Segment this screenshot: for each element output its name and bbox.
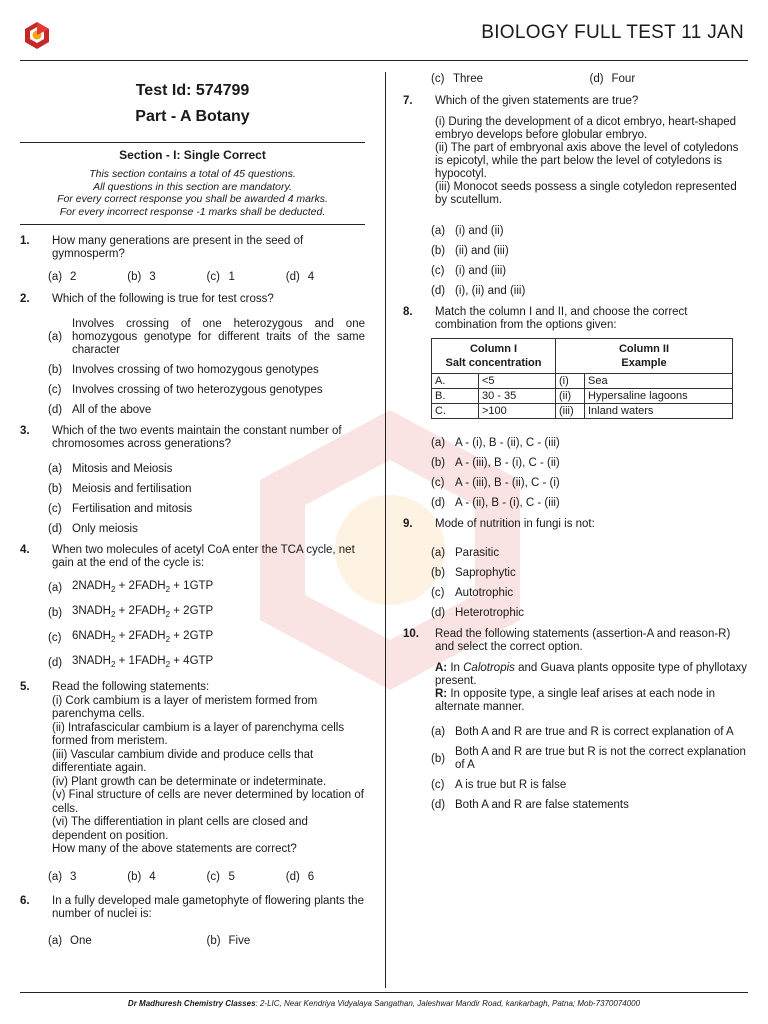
option-text: Four (611, 73, 636, 85)
option-label: (a) (48, 271, 63, 283)
option-text: 4 (307, 271, 315, 283)
option-text: (ii) and (iii) (455, 245, 509, 257)
option-c[interactable] (207, 871, 286, 883)
option-label: (d) (431, 799, 446, 811)
option-label: (d) (431, 607, 446, 619)
question-4 (20, 544, 365, 570)
question-text: In a fully developed male gametophyte of flowering plants the number of nuclei is: (52, 894, 364, 920)
option-label: (d) (48, 404, 63, 416)
option-c[interactable] (431, 587, 748, 600)
option-c[interactable] (431, 779, 748, 792)
option-d[interactable] (431, 607, 748, 620)
option-label: (a) (48, 331, 63, 343)
option-d[interactable] (286, 271, 365, 283)
option-text: Five (228, 934, 251, 947)
table-header-row (432, 339, 733, 374)
column-1-header: Column I Salt concentration (432, 339, 556, 374)
option-b[interactable] (127, 871, 206, 883)
question-text: Which of the two events maintain the constant number of chromosomes across generations? (52, 425, 342, 450)
footer-address: : 2-LIC, Near Kendriya Vidyalaya Sangathan, Jaleshwar Mandir Road, kankarbagh, Patna; Mob-7370074000 (255, 999, 641, 1008)
option-text: (i) and (ii) (455, 225, 504, 237)
option-text: 6 (307, 870, 315, 883)
option-label: (b) (431, 567, 446, 579)
question-text: How many generations are present in the seed of gymnosperm? (52, 235, 304, 260)
option-d[interactable] (431, 285, 748, 298)
test-title: BIOLOGY FULL TEST 11 JAN (481, 22, 744, 43)
institute-logo-icon (22, 20, 52, 50)
option-label: (b) (206, 934, 221, 947)
option-text: 4 (149, 870, 156, 883)
option-text: Fertilisation and mitosis (72, 503, 193, 515)
footer-brand: Dr Madhuresh Chemistry Classes (127, 999, 256, 1008)
left-column (20, 70, 365, 947)
table-row: C. >100 (iii) Inland waters (432, 404, 733, 419)
option-text: Involves crossing of two heterozygous genotypes (72, 384, 323, 396)
option-text: Autotrophic (455, 587, 514, 599)
options-row (48, 271, 365, 283)
option-text: Three (453, 73, 484, 85)
assertion: A: In Calotropis and Guava plants opposite type of phyllotaxy present. (435, 662, 747, 687)
option-label: (d) (285, 870, 300, 883)
option-label: (c) (206, 870, 220, 883)
option-c[interactable] (431, 73, 590, 85)
option-text: 1 (228, 271, 235, 283)
section-instruction: All questions in this section are mandatory. (93, 180, 292, 193)
option-a[interactable] (431, 225, 748, 238)
section-instruction: This section contains a total of 45 questions. (89, 168, 296, 180)
section-box (20, 142, 365, 225)
option-a[interactable] (431, 547, 748, 560)
table-row: A. <5 (i) Sea (432, 374, 733, 389)
option-text: A - (i), B - (ii), C - (iii) (455, 437, 560, 449)
option-label: (a) (48, 934, 63, 947)
option-c[interactable] (431, 265, 748, 278)
option-d[interactable] (431, 799, 748, 812)
question-text: Match the column I and II, and choose the correct combination from the options given: (435, 306, 688, 331)
option-text: $6NADH_2$ + $2FADH_2 + 2GTP$ (72, 630, 214, 644)
question-3 (20, 425, 365, 451)
question-number: 3. (20, 425, 30, 437)
option-label: (b) (431, 752, 446, 765)
option-label: (b) (431, 457, 446, 469)
option-label: (c) (431, 265, 445, 277)
question-2 (20, 293, 365, 306)
option-a[interactable] (48, 935, 207, 947)
option-text: A - (iii), B - (ii), C - (i) (455, 477, 560, 489)
option-label: (c) (431, 587, 445, 599)
option-b[interactable] (127, 271, 206, 283)
option-text: 5 (228, 870, 235, 883)
question-number: 8. (403, 306, 413, 318)
option-text: Only meiosis (72, 523, 138, 535)
question-text: Read the following statements (assertion-A and reason-R) and select the correct option. A: In Calotropis and Guava plants opposite type of phyllotaxy present. R: In opposite type, a single leaf arises at each node in alternate manner. (435, 628, 747, 713)
option-b[interactable] (48, 483, 365, 496)
header-divider (20, 60, 748, 61)
option-label: (c) (431, 779, 445, 791)
question-text: Read the following statements: (i) Cork cambium is a layer of meristem formed from parenchyma cells. (ii) Intrafascicular cambium is a layer of parenchyma cells formed from meristem. (iii) Vascular cambium divide and produce cells that differentiate again. (iv) Plant growth can be determinate or indeterminate. (v) Final structure of cells are never determined by location of cells. (vi) The differentiation in plant cells are closed and dependent on position. How many of the above statements are correct? (52, 681, 364, 855)
option-label: (a) (48, 870, 63, 883)
option-d[interactable] (48, 404, 365, 417)
question-number: 4. (20, 544, 30, 556)
section-instruction: For every incorrect response -1 marks shall be deducted. (59, 205, 326, 218)
question-text: Which of the given statements are true? (i) During the development of a dicot embryo, heart-shaped embryo develops before globular embryo. (ii) The part of embryonal axis above the level of cotyledons is epicotyl, while the part below the level of cotyledons is hypocotyl. (iii) Monocot seeds possess a single cotyledon represented by scutellum. (435, 95, 739, 206)
option-label: (a) (48, 581, 63, 594)
question-9 (403, 518, 748, 531)
question-7 (403, 95, 748, 207)
option-text: $2NADH_2$ + $2FADH_2 + 1GTP$ (72, 580, 214, 594)
option-label: (a) (431, 225, 446, 237)
question-text: When two molecules of acetyl CoA enter the TCA cycle, net gain at the end of the cycle is: (52, 544, 355, 569)
option-d[interactable] (286, 871, 365, 883)
option-b[interactable] (431, 746, 748, 772)
option-b[interactable] (431, 245, 748, 258)
option-c[interactable] (48, 503, 365, 516)
question-number: 2. (20, 293, 30, 305)
option-text: Parasitic (455, 547, 500, 559)
option-label: (c) (431, 477, 445, 489)
option-text: Involves crossing of two homozygous genotypes (72, 364, 319, 376)
option-label: (d) (48, 523, 63, 535)
option-a[interactable] (48, 318, 365, 357)
option-text: 2 (70, 271, 77, 283)
question-text: Which of the following is true for test cross? (52, 293, 274, 305)
footer-divider (20, 992, 748, 993)
option-text: (i) and (iii) (455, 265, 507, 277)
option-text: Heterotrophic (455, 607, 525, 619)
option-text: Saprophytic (455, 567, 516, 579)
option-label: (a) (431, 437, 446, 449)
option-b[interactable] (207, 935, 366, 947)
option-text: Both A and R are true and R is correct explanation of A (455, 726, 734, 738)
question-number: 7. (403, 95, 413, 107)
question-text: Mode of nutrition in fungi is not: (435, 518, 595, 530)
options-row (48, 871, 365, 883)
question-number: 6. (20, 894, 30, 907)
option-b[interactable] (48, 605, 365, 621)
option-label: (c) (48, 631, 62, 644)
option-b[interactable] (431, 567, 748, 580)
question-number: 9. (403, 518, 413, 530)
option-text: Involves crossing of one heterozygous and one homozygous genotype for different traits of the same character (72, 318, 365, 356)
option-text: $3NADH_2$ + $1FADH_2 + 4GTP$ (72, 655, 214, 669)
question-number: 1. (20, 235, 30, 247)
option-c[interactable] (431, 477, 748, 490)
question-number: 5. (20, 681, 30, 693)
option-label: (b) (127, 870, 142, 883)
option-d[interactable] (590, 73, 749, 85)
options-row (48, 935, 365, 947)
option-text: (i), (ii) and (iii) (455, 285, 526, 297)
reason: R: In opposite type, a single leaf arises at each node in alternate manner. (435, 688, 716, 713)
section-instruction: For every correct response you shall be awarded 4 marks. (57, 193, 328, 205)
option-d[interactable] (48, 655, 365, 671)
right-column (403, 70, 748, 812)
option-label: (b) (127, 271, 142, 283)
option-label: (d) (48, 656, 63, 669)
option-label: (a) (431, 726, 446, 738)
option-label: (b) (48, 364, 63, 376)
option-label: (d) (589, 73, 604, 85)
option-c[interactable] (207, 271, 286, 283)
page-footer (0, 999, 768, 1008)
option-label: (d) (285, 271, 300, 283)
option-text: Both A and R are true but R is not the correct explanation of A (455, 746, 746, 771)
question-1 (20, 235, 365, 261)
option-a[interactable] (431, 726, 748, 739)
option-text: $3NADH_2$ + $2FADH_2 + 2GTP$ (72, 605, 214, 619)
option-label: (b) (48, 606, 63, 619)
page-header (0, 0, 768, 62)
option-label: (c) (48, 503, 62, 515)
option-text: 3 (70, 870, 77, 883)
option-text: One (70, 934, 92, 947)
option-label: (a) (48, 463, 63, 475)
option-label: (c) (431, 73, 445, 85)
match-table (431, 338, 733, 419)
option-text: 3 (149, 271, 156, 283)
option-label: (b) (48, 483, 63, 495)
option-a[interactable] (431, 437, 748, 450)
option-c[interactable] (48, 384, 365, 397)
option-label: (d) (431, 285, 446, 297)
option-text: Both A and R are false statements (455, 799, 629, 811)
column-divider (385, 72, 386, 988)
option-a[interactable] (48, 271, 127, 283)
option-label: (b) (431, 245, 446, 257)
option-label: (d) (431, 497, 446, 509)
option-a[interactable] (48, 871, 127, 883)
option-b[interactable] (48, 364, 365, 377)
question-number: 10. (403, 628, 419, 640)
part-title: Part - A Botany (135, 108, 250, 125)
option-b[interactable] (431, 457, 748, 470)
option-text: All of the above (72, 404, 152, 416)
option-label: (c) (206, 271, 220, 283)
option-text: Mitosis and Meiosis (72, 463, 173, 475)
option-label: (a) (431, 547, 446, 559)
question-5 (20, 681, 365, 857)
question-8 (403, 306, 748, 332)
column-2-header: Column II Example (556, 339, 733, 374)
table-row: B. 30 - 35 (ii) Hypersaline lagoons (432, 389, 733, 404)
option-text: A - (ii), B - (i), C - (iii) (455, 497, 560, 509)
question-6 (20, 895, 365, 921)
option-a[interactable] (48, 580, 365, 596)
option-text: A is true but R is false (455, 779, 567, 791)
option-c[interactable] (48, 630, 365, 646)
option-text: A - (iii), B - (i), C - (ii) (455, 457, 560, 469)
option-a[interactable] (48, 463, 365, 476)
option-label: (c) (48, 384, 62, 396)
option-text: Meiosis and fertilisation (72, 483, 192, 495)
options-row-continued (431, 73, 748, 85)
option-d[interactable] (48, 523, 365, 536)
section-title: Section - I: Single Correct (119, 148, 266, 162)
option-d[interactable] (431, 497, 748, 510)
test-id: Test Id: 574799 (135, 82, 250, 99)
question-10 (403, 628, 748, 714)
